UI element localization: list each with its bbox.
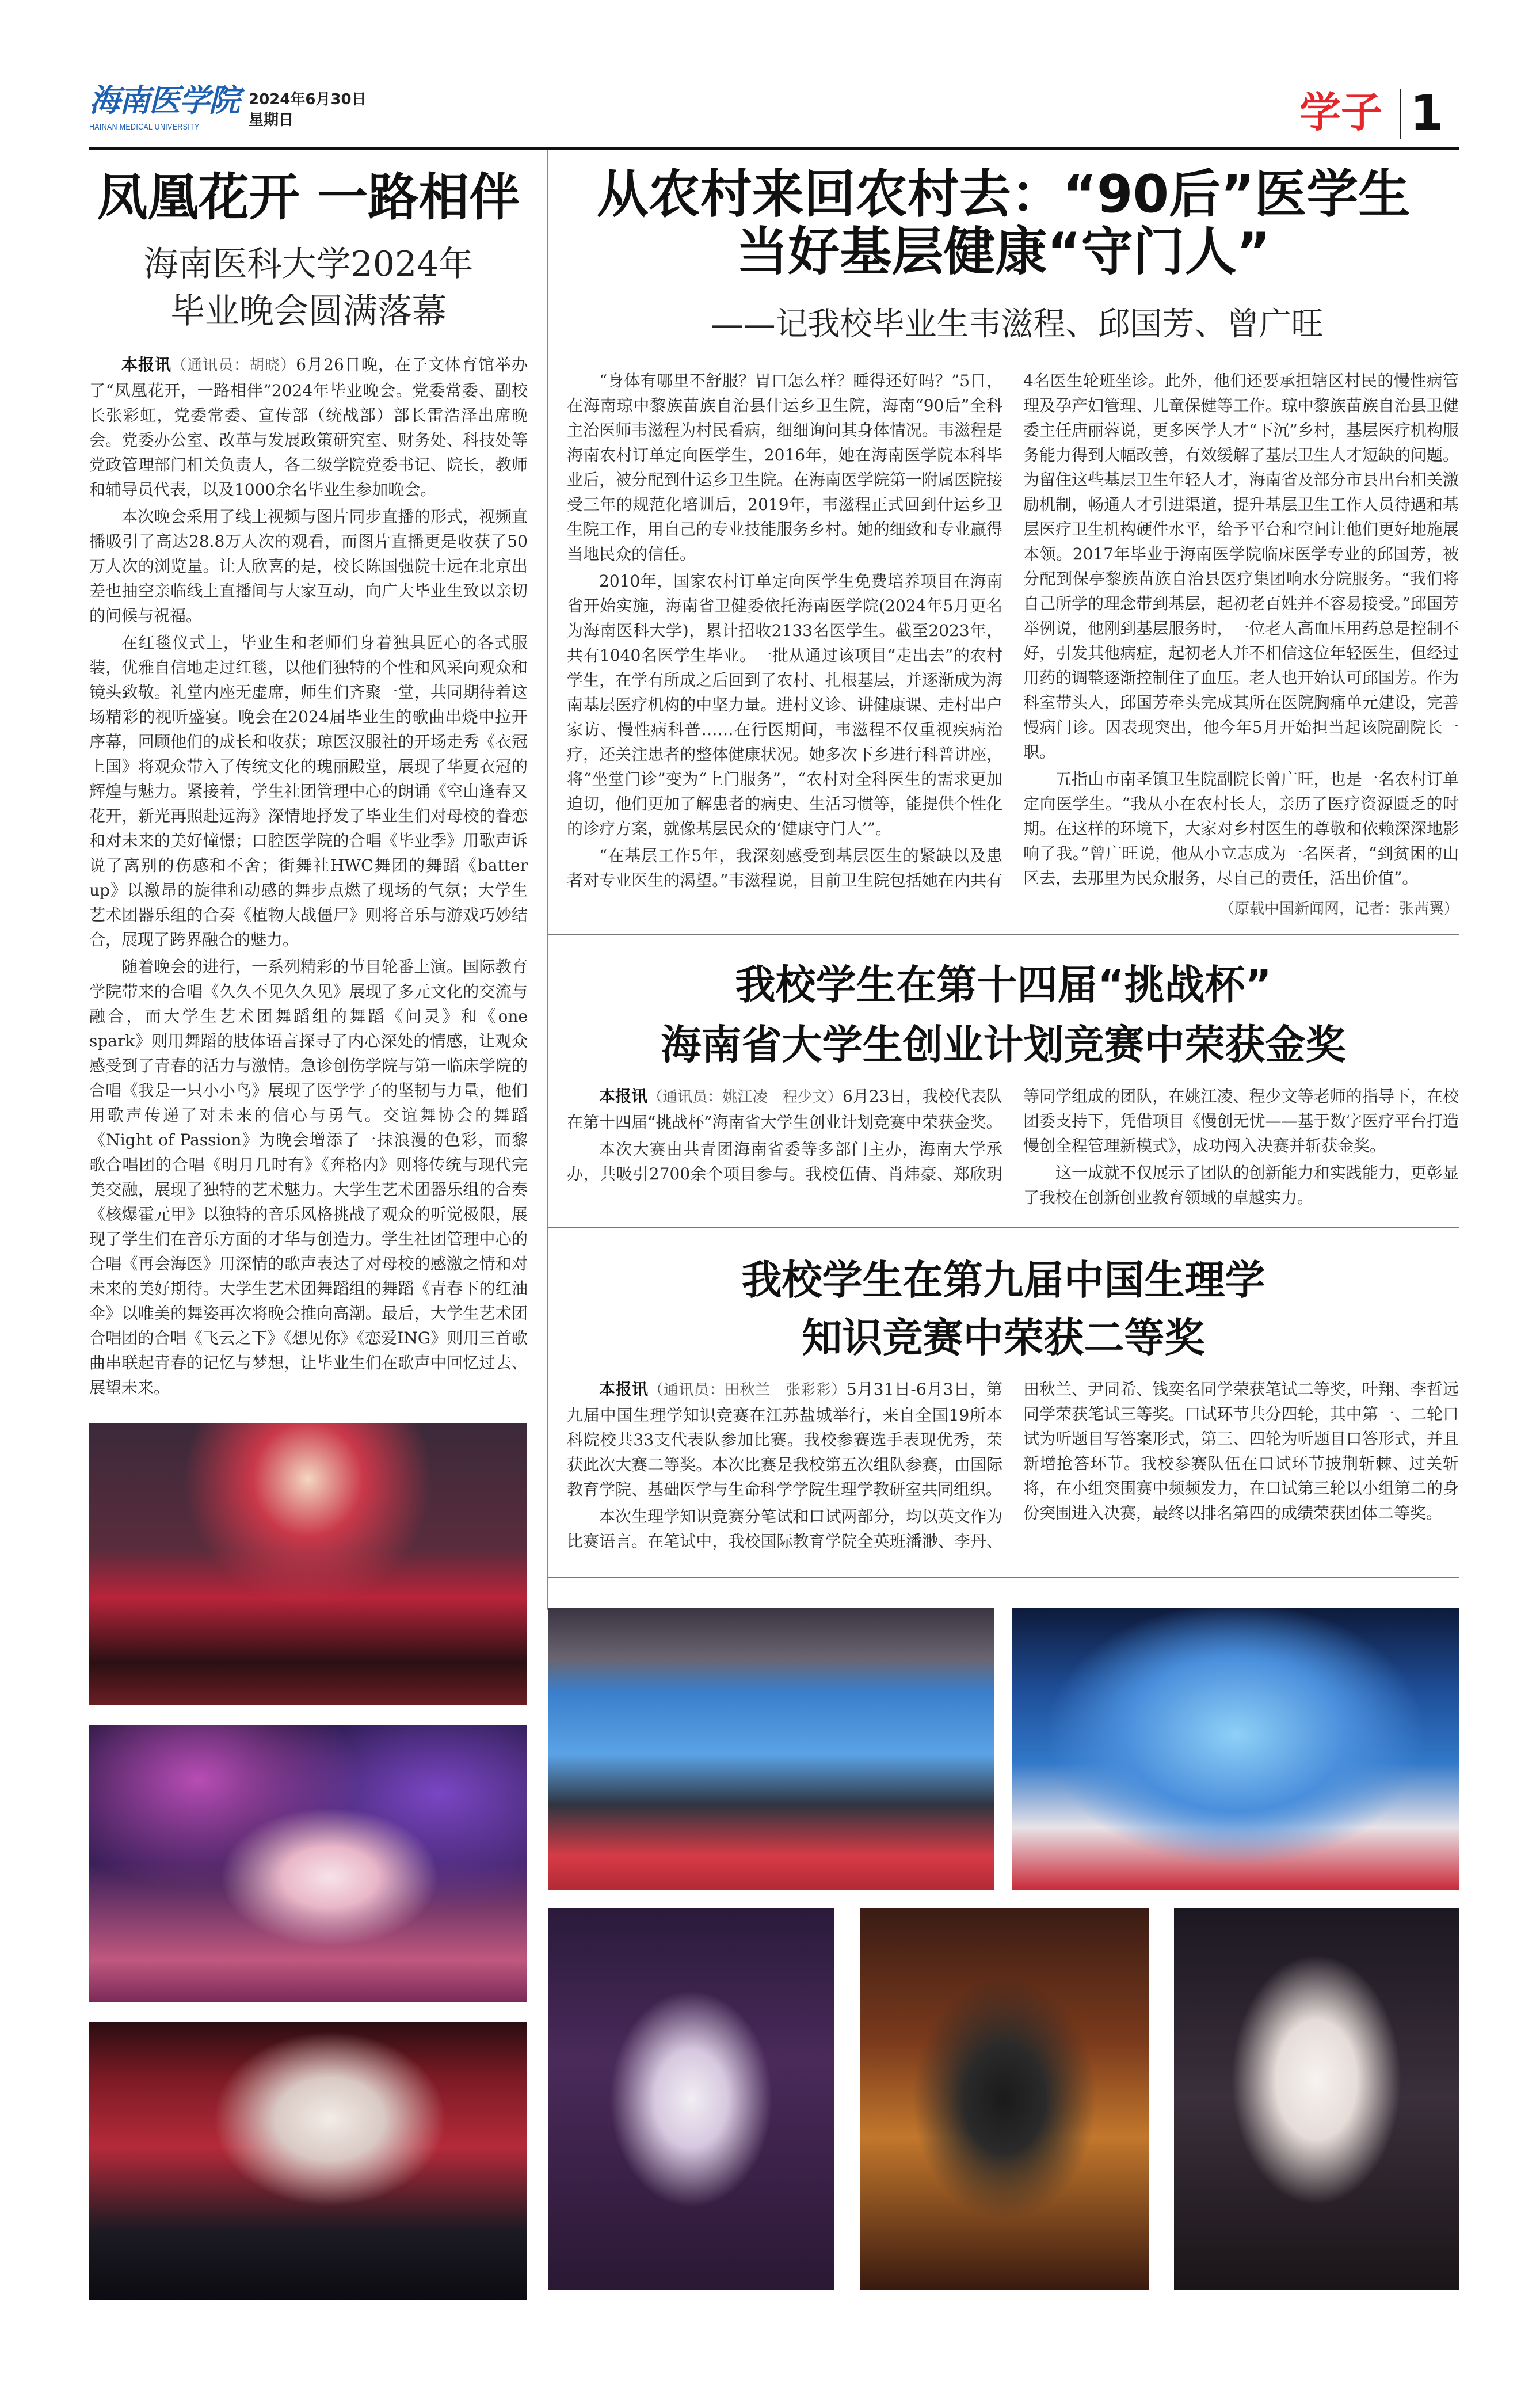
paragraph-text: 6月23日，我校代表队在第十四届“挑战杯”海南省大学生创业计划竞赛中荣获金奖。 (567, 1087, 1002, 1132)
photo-group-stage (548, 1608, 994, 1890)
article1-subtitle-line1: 海南医科大学2024年 (143, 244, 474, 284)
article3-title (548, 955, 1459, 1075)
article2-title-line1: 从农村来回农村去：“90后”医学生 (596, 164, 1411, 224)
article3-paragraph: 本次大赛由共青团海南省委等多部门主办，海南大学承办，共吸引2700余个项目参与。我校伍倩、肖炜豪、郑欣玥等同学组成的团队，在姚江凌、程少文等老师的指导下，在校团委支持下，凭借项目《慢创无忧——基于数字医疗平台打造慢创全程管理新模式》，成功闯入决赛并斩获金奖。 (567, 1087, 1459, 1183)
article2-paragraph: “身体有哪里不舒服？胃口怎么样？睡得还好吗？”5日，在海南琼中黎族苗族自治县什运乡卫生院，海南“90后”全科主治医师韦滋程为村民看病，细细询问其身体情况。韦滋程是海南农村订单定向医学生，2016年，她在海南医学院本科毕业后，被分配到什运乡卫生院。在海南医学院第一附属医院接受三年的规范化培训后，2019年，韦滋程正式回到什运乡卫生院工作，用自己的专业技能服务乡村。她的细致和专业赢得当地民众的信任。 (567, 371, 1002, 564)
article2-paragraph: “在基层工作5年，我深刻感受到基层医生的紧缺以及患者对专业医生的渴望。”韦滋程说，目前卫生院包括她在内共有4名医生轮班坐诊。此外，他们还要承担辖区村民的慢性病管理及孕产妇管理、儿童保健等工作。琼中黎族苗族自治县卫健委主任唐丽蓉说，更多医学人才“下沉”乡村，基层医疗机构服务能力得到大幅改善，有效缓解了基层卫生人才短缺的问题。为留住这些基层卫生年轻人才，海南省及部分市县出台相关激励机制，畅通人才引进渠道，提升基层卫生工作人员待遇和基层医疗卫生机构硬件水平，给予平台和空间让他们更好地施展本领。2017年毕业于海南医学院临床医学专业的邱国芳，被分配到保亭黎族苗族自治县医疗集团响水分院服务。“我们将自己所学的理念带到基层，起初老百姓并不容易接受。”邱国芳举例说，他刚到基层服务时，一位老人高血压用药总是控制不好，引发其他病症，起初老人并不相信这位年轻医生，但经过用药的调整逐渐控制住了血压。老人也开始认可邱国芳。作为科室带头人，邱国芳牵头完成其所在医院胸痛单元建设，完善慢病门诊。因表现突出，他今年5月开始担当起该院副院长一职。 (567, 371, 1459, 890)
issue-date (249, 89, 367, 131)
article1-subtitle (89, 241, 528, 335)
article1-paragraph: 随着晚会的进行，一系列精彩的节目轮番上演。国际教育学院带来的合唱《久久不见久久见》展现了多元文化的交流与融合，而大学生艺术团舞蹈组的舞蹈《问灵》和《one spark》则用舞蹈的肢体语言探寻了内心深处的情感，让观众感受到了青春的活力与激情。急诊创伤学院与第一临床学院的合唱《我是一只小小鸟》展现了医学学子的坚韧与力量，他们用歌声传递了对未来的信心与勇气。交谊舞协会的舞蹈《Night of Passion》为晚会增添了一抹浪漫的色彩，而黎歌合唱团的合唱《明月几时有》《奔格内》则将传统与现代完美交融，展现了独特的艺术魅力。大学生艺术团器乐组的合奏《核爆霍元甲》以独特的音乐风格挑战了观众的听觉极限，展现了学生们在音乐方面的才华与创造力。学生社团管理中心的合唱《再会海医》用深情的歌声表达了对母校的感激之情和对未来的美好期待。大学生艺术团舞蹈组的舞蹈《青春下的红油伞》以唯美的舞姿再次将晚会推向高潮。最后，大学生艺术团合唱团的合唱《飞云之下》《想见你》《恋爱ING》则用三首歌曲串联起青春的记忆与梦想，让毕业生们在歌声中回忆过去、展望未来。 (89, 957, 528, 1397)
article1-paragraph: 本次晚会采用了线上视频与图片同步直播的形式，视频直播吸引了高达28.8万人次的观看，而图片直播更是收获了50万人次的浏览量。让人欣喜的是，校长陈国强院士远在北京出差也抽空亲临线上直播间与大家互动，向广大毕业生致以亲切的问候与祝福。 (89, 507, 528, 625)
page-number: 1 (1410, 85, 1444, 141)
article2-paragraph: 五指山市南圣镇卫生院副院长曾广旺，也是一名农村订单定向医学生。“我从小在农村长大，亲历了医疗资源匮乏的时期。在这样的环境下，大家对乡村医生的尊敬和依赖深深地影响了我。”曾广旺说，他从小立志成为一名医者，“到贫困的山区去，去那里为民众服务，尽自己的责任，活出价值”。 (1023, 770, 1459, 888)
lead-label: 本报讯 (599, 1380, 649, 1399)
photo-dance-umbrella (89, 1725, 527, 2002)
article4-paragraph: 本次生理学知识竞赛分笔试和口试两部分，均以英文作为比赛语言。在笔试中，我校国际教育学院全英班潘渺、李丹、田秋兰、尹同希、钱奕名同学荣获笔试二等奖，叶翔、李哲远同学荣获笔试三等奖。口试环节共分四轮，其中第一、二轮口试为听题目写答案形式，第三、四轮为听题目口答形式，并且新增抢答环节。我校参赛队伍在口试环节披荆斩棘、过关斩将，在小组突围赛中频频发力，在口试第三轮以小组第二的身份突围进入决赛，最终以排名第四的成绩荣获团体二等奖。 (567, 1380, 1459, 1551)
article3-title-line1: 我校学生在第十四届“挑战杯” (735, 961, 1272, 1008)
photo-row-top (548, 1608, 1459, 1890)
article2-title (548, 166, 1459, 281)
paragraph-text: 5月31日-6月3日，第九届中国生理学知识竞赛在江苏盐城举行，来自全国19所本科院校共33支代表队参加比赛。我校参赛选手表现优秀，荣获此次大赛二等奖。本次比赛是我校第五次组队参赛，由国际教育学院、基础医学与生命科学学院生理学教研室共同组织。 (567, 1380, 1002, 1499)
article4-paragraph (567, 1377, 1002, 1502)
article3-section (548, 1084, 1459, 1210)
university-logo-english: HAINAN MEDICAL UNIVERSITY (89, 122, 200, 132)
article3-paragraph (567, 1084, 1002, 1135)
article1-subtitle-line2: 毕业晚会圆满落幕 (170, 291, 447, 332)
article4-title-line2: 知识竞赛中荣获二等奖 (802, 1314, 1205, 1361)
photo-choir-stage (89, 2022, 527, 2300)
article2-section (548, 368, 1459, 920)
article2-subtitle: ——记我校毕业生韦滋程、邱国芳、曾广旺 (711, 306, 1324, 343)
article3-paragraph: 这一成就不仅展示了团队的创新能力和实践能力，更彰显了我校在创新创业教育领域的卓越实力。 (1023, 1163, 1459, 1207)
article2-byline: （原载中国新闻网，记者：张茜翼） (1219, 900, 1459, 918)
article-divider (548, 1227, 1459, 1228)
photo-singer (1174, 1908, 1459, 2290)
photo-stage-performance (1012, 1608, 1459, 1890)
article1-paragraph: 在红毯仪式上，毕业生和老师们身着独具匠心的各式服装，优雅自信地走过红毯，以他们独特的个性和风采向观众和镜头致敬。礼堂内座无虚席，师生们齐聚一堂，共同期待着这场精彩的视听盛宴。晚会在2024届毕业生的歌曲串烧中拉开序幕，回顾他们的成长和收获；琼医汉服社的开场走秀《衣冠上国》将观众带入了传统文化的瑰丽殿堂，展现了华夏衣冠的辉煌与魅力。紧接着，学生社团管理中心的朗诵《空山逢春又花开，新光再照赴远海》深情地抒发了毕业生们对母校的眷恋和对未来的美好憧憬；口腔医学院的合唱《毕业季》用歌声诉说了离别的伤感和不舍；街舞社HWC舞团的舞蹈《batter up》以激昂的旋律和动感的舞步点燃了现场的气氛；大学生艺术团器乐组的合奏《植物大战僵尸》则将音乐与游戏巧妙结合，展现了跨界融合的魅力。 (89, 633, 528, 949)
article1-body (89, 352, 528, 1400)
article4-title (548, 1251, 1459, 1366)
article1-title: 凤凰花开 一路相伴 (97, 168, 520, 227)
article4-body (567, 1377, 1459, 1554)
photo-dancer-white (548, 1908, 834, 2290)
article4-title-line1: 我校学生在第九届中国生理学 (741, 1257, 1265, 1304)
article1-paragraph (89, 352, 528, 502)
correspondent: （通讯员：姚江凌 程少文） (647, 1088, 843, 1106)
section-name: 学子 (1299, 88, 1383, 136)
article3-body (567, 1084, 1459, 1210)
left-column (89, 150, 528, 2300)
date-text: 2024年6月30日 (249, 91, 367, 108)
right-column (548, 150, 1459, 2290)
correspondent: （通讯员：田秋兰 张彩彩） (648, 1381, 847, 1399)
article2-paragraph: 2010年，国家农村订单定向医学生免费培养项目在海南省开始实施，海南省卫健委依托海南医学院(2024年5月更名为海南医科大学)，累计招收2133名医学生。截至2023年，共有1040名医学生毕业。一批从通过该项目“走出去”的农村学生，在学有所成之后回到了农村、扎根基层，并逐渐成为海南基层医疗机构的中坚力量。进村义诊、讲健康课、走村串户家访、慢性病科普……在行医期间，韦滋程不仅重视疾病治疗，还关注患者的整体健康状况。她多次下乡进行科普讲座，将“坐堂门诊”变为“上门服务”，“农村对全科医生的需求更加迫切，他们更加了解患者的病史、生活习惯等，能提供个性化的诊疗方案，就像基层民众的‘健康守门人’”。 (567, 572, 1002, 838)
lead-label: 本报讯 (599, 1087, 648, 1106)
photo-dancer-black (860, 1908, 1149, 2290)
article-divider (548, 934, 1459, 935)
lead-label: 本报讯 (121, 355, 172, 374)
photo-row-bottom (548, 1908, 1459, 2290)
article3-title-line2: 海南省大学生创业计划竞赛中荣获金奖 (661, 1021, 1346, 1068)
university-logo: 海南医学院 (89, 82, 239, 119)
article2-body (567, 368, 1459, 893)
weekday-text: 星期日 (249, 112, 294, 129)
article2-title-line2: 当好基层健康“守门人” (736, 222, 1271, 282)
photo-costume-performers (89, 1423, 527, 1705)
paragraph-text: 6月26日晚，在子文体育馆举办了“凤凰花开，一路相伴”2024年毕业晚会。党委常委、副校长张彩虹，党委常委、宣传部（统战部）部长雷浩泽出席晚会。党委办公室、改革与发展政策研究室、财务处、科技处等党政管理部门相关负责人，各二级学院党委书记、院长，教师和辅导员代表，以及1000余名毕业生参加晚会。 (89, 355, 528, 499)
article4-section (548, 1377, 1459, 1554)
section-divider (1400, 89, 1401, 139)
article-divider (548, 1577, 1459, 1578)
correspondent: （通讯员：胡晓） (171, 357, 296, 374)
